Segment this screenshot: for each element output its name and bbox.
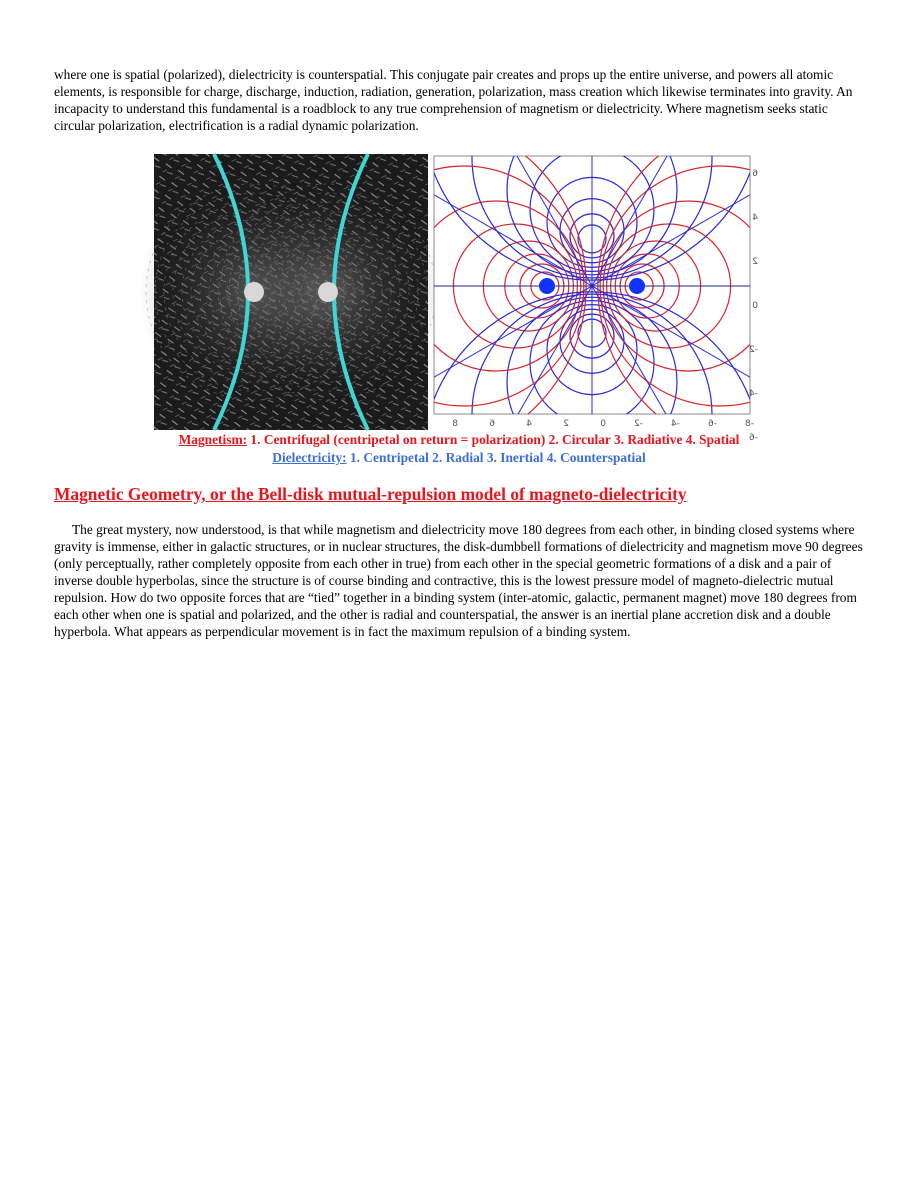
x-tick-label: -8 — [745, 419, 754, 429]
y-tick-label: 6 — [752, 169, 758, 179]
dielectricity-caption — [0, 450, 918, 466]
x-tick-label: 4 — [526, 419, 532, 429]
y-tick-label: 2 — [752, 257, 758, 267]
left-pole — [244, 282, 264, 302]
section-paragraph: The great mystery, now understood, is that while magnetism and dielectricity move 180 degrees from each other, in binding closed systems where gravity is immense, either in galactic structures, or in nuclear structures, the disk-dumbbell formations of dielectricity and magnetism move 90 degrees (only perceptually, rather completely opposite from each other in true) from each other in the special geometric formations of a disk and a pair of inverse double hyperbolas, since the structure is of course binding and contractive, this is the lowest pressure model of magneto-dielectric mutual repulsion. How do two opposite forces that are “tied” together in a binding system (inter-atomic, galactic, permanent magnet) move 180 degrees from each other when one is spatial and polarized, and the other is radial and counterspatial, the answer is an inertial plane accretion disk and a double hyperbola. What appears as perpendicular movement is in fact the maximum repulsion of a binding system. — [54, 522, 863, 639]
y-tick-label: -2 — [749, 345, 758, 355]
charge-left — [539, 278, 555, 294]
x-tick-label: 2 — [563, 419, 569, 429]
x-tick-label: -6 — [708, 419, 717, 429]
section-heading: Magnetic Geometry, or the Bell-disk mutual-repulsion model of magneto-dielectricity — [54, 484, 687, 504]
x-tick-label: -4 — [671, 419, 680, 429]
y-tick-label: -6 — [749, 433, 758, 443]
x-tick-label: -2 — [634, 419, 643, 429]
right-pole — [318, 282, 338, 302]
iron-filings-photo — [154, 154, 428, 430]
x-tick-label: 0 — [600, 419, 606, 429]
charge-right — [629, 278, 645, 294]
field-line-plot — [432, 154, 758, 443]
x-tick-label: 6 — [489, 419, 495, 429]
y-tick-label: 4 — [752, 213, 758, 223]
magnetism-items: 1. Centrifugal (centripetal on return = polarization) 2. Circular 3. Radiative 4. Spatial — [247, 432, 740, 447]
magnetism-caption — [0, 432, 918, 448]
x-tick-label: 8 — [452, 419, 458, 429]
intro-paragraph: where one is spatial (polarized), dielectricity is counterspatial. This conjugate pair creates and props up the entire universe, and powers all atomic elements, is responsible for charge, discharge, induction, radiation, generation, polarization, mass creation which likewise terminates into gravity. An incapacity to understand this fundamental is a roadblock to any true comprehension of magnetism or dielectricity. Where magnetism seeks static circular polarization, electrification is a radial dynamic polarization. — [54, 67, 853, 133]
y-tick-label: 0 — [752, 301, 758, 311]
dielectricity-items: 1. Centripetal 2. Radial 3. Inertial 4. Counterspatial — [346, 450, 646, 465]
magnetism-label: Magnetism: — [178, 432, 248, 447]
y-tick-label: -4 — [749, 389, 758, 399]
dielectricity-label: Dielectricity: — [272, 450, 347, 465]
